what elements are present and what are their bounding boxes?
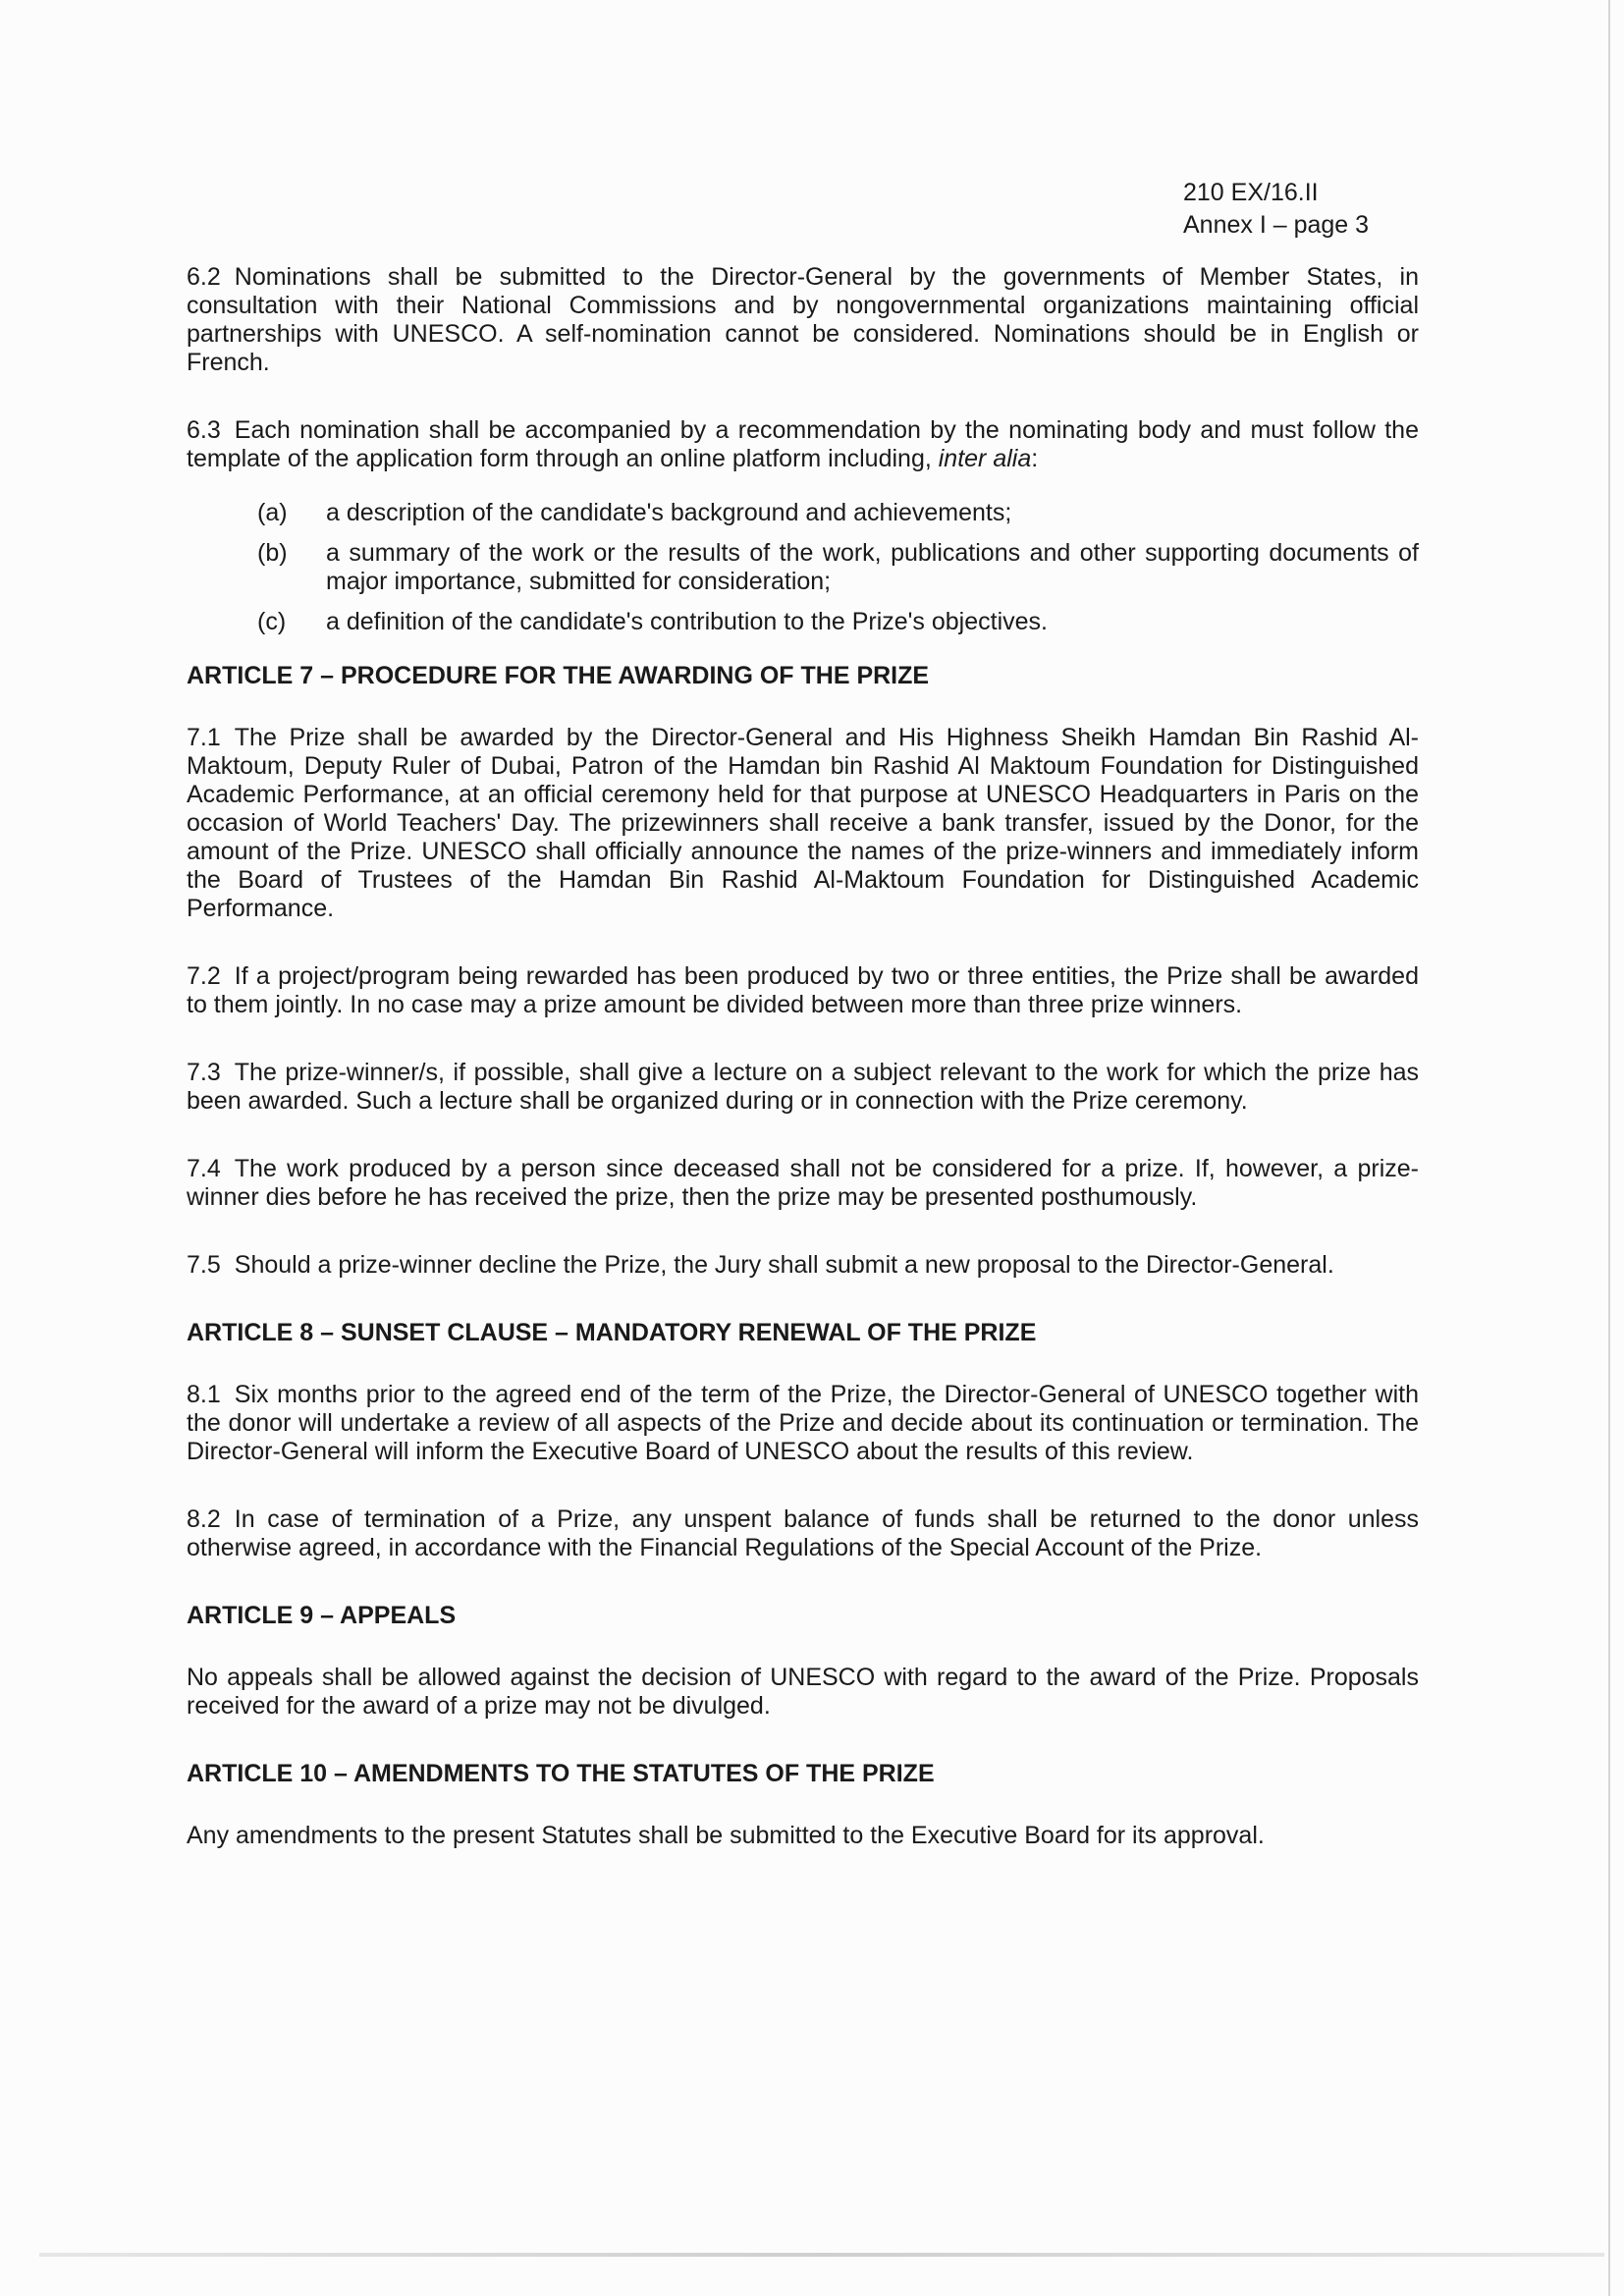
paragraph-10: Any amendments to the present Statutes shall be submitted to the Executive Board for its approval. bbox=[187, 1822, 1265, 1849]
paragraph-suffix: : bbox=[1031, 445, 1039, 472]
paragraph-7-2 bbox=[187, 962, 1419, 1019]
paragraph-number: 7.1 bbox=[187, 724, 221, 751]
paragraph-text: Six months prior to the agreed end of the term of the Prize, the Director-General of UNESCO together with the donor will undertake a review of all aspects of the Prize and decide about its continuation or termination. The Director-General will inform the Executive Board of UNESCO about the results of this review. bbox=[187, 1381, 1419, 1465]
paragraph-text: Should a prize-winner decline the Prize, the Jury shall submit a new proposal to the Director-General. bbox=[234, 1251, 1334, 1279]
list-item-label: (c) bbox=[257, 608, 287, 635]
paragraph-7-5 bbox=[187, 1251, 1419, 1280]
paragraph-text: Nominations shall be submitted to the Director-General by the governments of Member States, in consultation with their National Commissions and by nongovernmental organizations maintaining official partnerships with UNESCO. A self-nomination cannot be considered. Nominations should be in English or French. bbox=[187, 263, 1419, 376]
annex-page: Annex I – page 3 bbox=[1183, 211, 1370, 239]
list-item-text: a description of the candidate's background and achievements; bbox=[326, 499, 1012, 526]
paragraph-number: 7.4 bbox=[187, 1155, 221, 1182]
page-header bbox=[1183, 177, 1369, 242]
article-10-heading: ARTICLE 10 – AMENDMENTS TO THE STATUTES OF THE PRIZE bbox=[187, 1760, 935, 1787]
paragraph-text: The work produced by a person since deceased shall not be considered for a prize. If, however, a prize-winner dies before he has received the prize, then the prize may be presented posthumously. bbox=[187, 1155, 1419, 1211]
paragraph-number: 8.2 bbox=[187, 1505, 221, 1533]
nomination-requirements-list bbox=[187, 499, 1419, 636]
paragraph-9: No appeals shall be allowed against the decision of UNESCO with regard to the award of the Prize. Proposals received for the award of a prize may not be divulged. bbox=[187, 1664, 1419, 1720]
paragraph-text: The Prize shall be awarded by the Director-General and His Highness Sheikh Hamdan Bin Rashid Al-Maktoum, Deputy Ruler of Dubai, Patron of the Hamdan bin Rashid Al Maktoum Foundation for Distinguished Academic Performance, at an official ceremony held for that purpose at UNESCO Headquarters in Paris on the occasion of World Teachers' Day. The prizewinners shall receive a bank transfer, issued by the Donor, for the amount of the Prize. UNESCO shall officially announce the names of the prize-winners and immediately inform the Board of Trustees of the Hamdan Bin Rashid Al-Maktoum Foundation for Distinguished Academic Performance. bbox=[187, 724, 1419, 922]
list-item-label: (b) bbox=[257, 539, 288, 567]
scan-bottom-shadow bbox=[39, 2253, 1604, 2257]
article-8-heading: ARTICLE 8 – SUNSET CLAUSE – MANDATORY RENEWAL OF THE PRIZE bbox=[187, 1319, 1037, 1346]
paragraph-number: 7.2 bbox=[187, 962, 221, 990]
paragraph-8-1 bbox=[187, 1381, 1419, 1466]
article-9-heading: ARTICLE 9 – APPEALS bbox=[187, 1602, 457, 1629]
paragraph-number: 6.3 bbox=[187, 416, 221, 444]
paragraph-text: If a project/program being rewarded has been produced by two or three entities, the Prize shall be awarded to them jointly. In no case may a prize amount be divided between more than three prize winners. bbox=[187, 962, 1419, 1018]
paragraph-text: Each nomination shall be accompanied by a recommendation by the nominating body and must follow the template of the application form through an online platform including, bbox=[187, 416, 1419, 472]
paragraph-text: The prize-winner/s, if possible, shall give a lecture on a subject relevant to the work for which the prize has been awarded. Such a lecture shall be organized during or in connection with the Prize ceremony. bbox=[187, 1059, 1419, 1115]
paragraph-number: 6.2 bbox=[187, 263, 221, 291]
list-item-text: a definition of the candidate's contribution to the Prize's objectives. bbox=[326, 608, 1048, 635]
paragraph-6-2 bbox=[187, 263, 1419, 377]
inter-alia-text: inter alia bbox=[938, 445, 1032, 472]
document-body bbox=[187, 263, 1419, 1889]
paragraph-number: 7.5 bbox=[187, 1251, 221, 1279]
paragraph-text: In case of termination of a Prize, any unspent balance of funds shall be returned to the donor unless otherwise agreed, in accordance with the Financial Regulations of the Special Account of the Prize. bbox=[187, 1505, 1419, 1561]
doc-reference: 210 EX/16.II bbox=[1183, 179, 1319, 206]
paragraph-8-2 bbox=[187, 1505, 1419, 1562]
paragraph-6-3 bbox=[187, 416, 1419, 473]
list-item-label: (a) bbox=[257, 499, 288, 526]
paragraph-number: 7.3 bbox=[187, 1059, 221, 1086]
paragraph-number: 8.1 bbox=[187, 1381, 221, 1408]
paragraph-7-1 bbox=[187, 724, 1419, 923]
article-7-heading: ARTICLE 7 – PROCEDURE FOR THE AWARDING OF THE PRIZE bbox=[187, 662, 930, 689]
list-item-text: a summary of the work or the results of the work, publications and other supporting documents of major importance, submitted for consideration; bbox=[326, 539, 1419, 595]
list-item bbox=[187, 539, 1419, 596]
paragraph-7-3 bbox=[187, 1059, 1419, 1116]
list-item bbox=[187, 608, 1419, 636]
paragraph-7-4 bbox=[187, 1155, 1419, 1212]
list-item bbox=[187, 499, 1419, 527]
scan-edge-line bbox=[1608, 0, 1610, 2296]
